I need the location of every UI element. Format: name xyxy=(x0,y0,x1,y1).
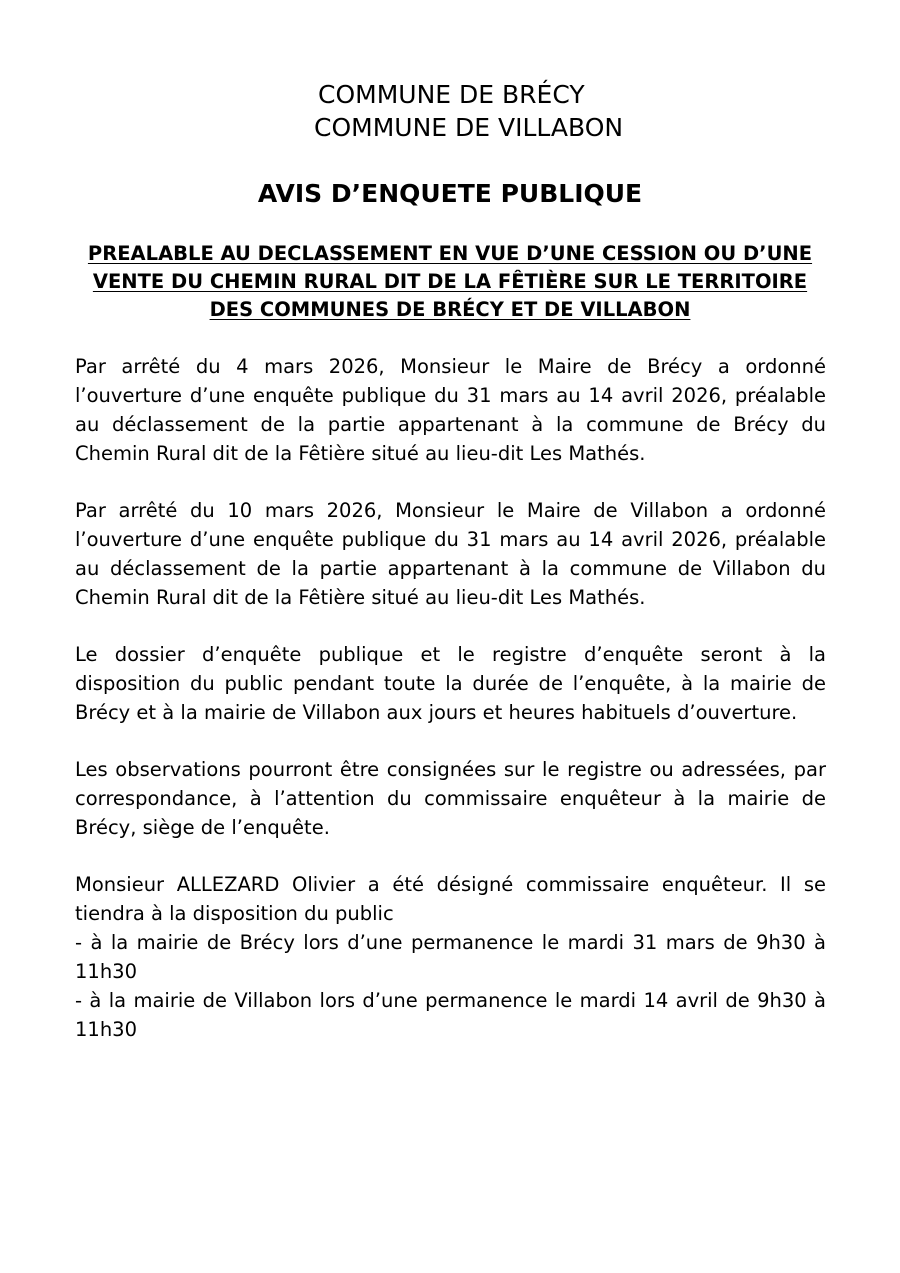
communes-header xyxy=(0,78,900,144)
notice-title: AVIS D’ENQUETE PUBLIQUE xyxy=(257,179,643,208)
notice-body xyxy=(75,352,826,1044)
permanence-villabon: - à la mairie de Villabon lors d’une permanence le mardi 14 avril de 9h30 à 11h30 xyxy=(75,989,826,1041)
paragraph-observations: Les observations pourront être consignées sur le registre ou adressées, par correspondance, à l’attention du commissaire enquêteur à la mairie de Brécy, siège de l’enquête. xyxy=(75,758,826,839)
permanence-brecy: - à la mairie de Brécy lors d’une permanence le mardi 31 mars de 9h30 à 11h30 xyxy=(75,931,826,983)
paragraph-dossier: Le dossier d’enquête publique et le registre d’enquête seront à la disposition du public pendant toute la durée de l’enquête, à la mairie de Brécy et à la mairie de Villabon aux jours et heures habituels d’ouverture. xyxy=(75,643,826,724)
paragraph-arrete-brecy: Par arrêté du 4 mars 2026, Monsieur le Maire de Brécy a ordonné l’ouverture d’une enquête publique du 31 mars au 14 avril 2026, préalable au déclassement de la partie appartenant à la commune de Brécy du Chemin Rural dit de la Fêtière situé au lieu-dit Les Mathés. xyxy=(75,355,826,465)
commune-villabon: COMMUNE DE VILLABON xyxy=(314,113,624,142)
paragraph-commissaire xyxy=(75,870,826,1044)
commune-brecy: COMMUNE DE BRÉCY xyxy=(318,80,585,109)
notice-subtitle: PREALABLE AU DECLASSEMENT EN VUE D’UNE CESSION OU D’UNE VENTE DU CHEMIN RURAL DIT DE LA FÊTIÈRE SUR LE TERRITOIRE DES COMMUNES DE BRÉCY ET DE VILLABON xyxy=(87,242,813,321)
paragraph-arrete-villabon: Par arrêté du 10 mars 2026, Monsieur le Maire de Villabon a ordonné l’ouverture d’une enquête publique du 31 mars au 14 avril 2026, préalable au déclassement de la partie appartenant à la commune de Villabon du Chemin Rural dit de la Fêtière situé au lieu-dit Les Mathés. xyxy=(75,499,826,609)
commissaire-intro: Monsieur ALLEZARD Olivier a été désigné commissaire enquêteur. Il se tiendra à la disposition du public xyxy=(75,873,826,925)
